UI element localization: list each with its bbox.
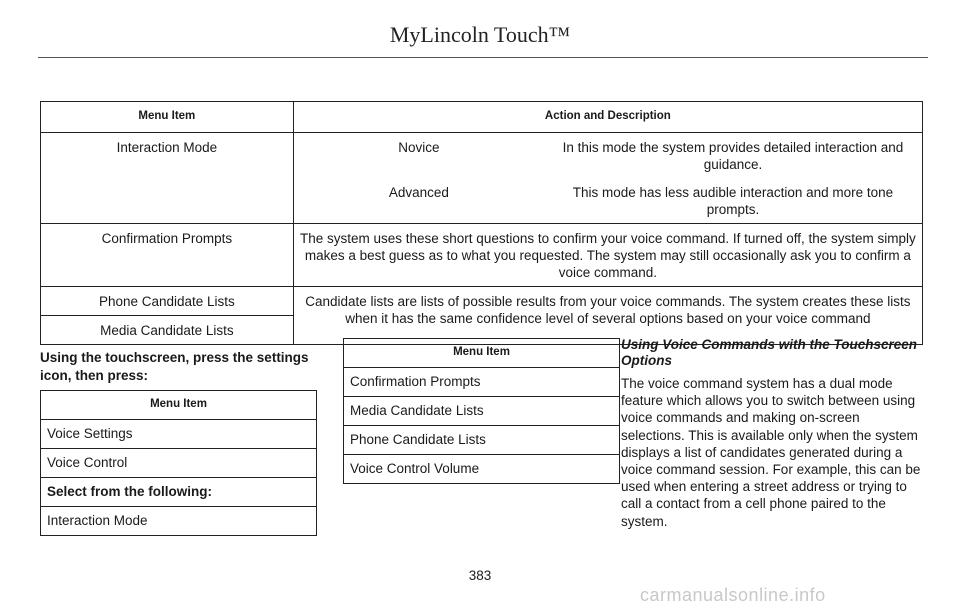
- row-label-confirmation-prompts: Confirmation Prompts: [41, 224, 294, 287]
- confirmation-prompts-description: The system uses these short questions to confirm your voice command. If turned off, the system simply makes a best guess as to what you requested. The system may still occasionally ask you to confirm a voice command.: [293, 224, 922, 287]
- settings-instruction: Using the touchscreen, press the settings icon, then press:: [40, 350, 309, 383]
- list-item: Confirmation Prompts: [344, 368, 620, 397]
- option-novice-description: In this mode the system provides detailed interaction and guidance.: [544, 133, 923, 179]
- list-item: Voice Settings: [41, 420, 317, 449]
- list-item: Select from the following:: [41, 478, 317, 507]
- row-label-interaction-mode: Interaction Mode: [41, 133, 294, 224]
- watermark: carmanualsonline.info: [640, 585, 826, 605]
- table-row: [41, 287, 923, 316]
- section-body-text: The voice command system has a dual mode feature which allows you to switch between using voice commands and making on-screen selections. This is available only when the system displays a list of candidates generated during a voice command session. For example, this can be used when entering a street address or trying to call a contact from a cell phone paired to the system.: [621, 376, 921, 529]
- column-header-action: Action and Description: [293, 102, 922, 133]
- column-header-menu-item: Menu Item: [41, 102, 294, 133]
- left-menu-table: [40, 390, 317, 536]
- list-item: Phone Candidate Lists: [344, 426, 620, 455]
- option-novice: Novice: [293, 133, 544, 179]
- list-item: Interaction Mode: [41, 507, 317, 536]
- row-label-phone-candidate-lists: Phone Candidate Lists: [41, 287, 294, 316]
- column-header-menu-item: Menu Item: [344, 339, 620, 368]
- list-item: Voice Control: [41, 449, 317, 478]
- voice-settings-description-table: [40, 101, 923, 345]
- table-header-row: [41, 102, 923, 133]
- list-item: Media Candidate Lists: [344, 397, 620, 426]
- table-row: [41, 133, 923, 179]
- middle-menu-table: [343, 338, 620, 484]
- section-heading: Using Voice Commands with the Touchscreen Options: [621, 337, 918, 368]
- page-header-title: MyLincoln Touch™: [389, 22, 571, 47]
- page-number: 383: [468, 568, 492, 583]
- candidate-lists-description: Candidate lists are lists of possible results from your voice commands. The system creates these lists when it has the same confidence level of several options based on your voice command: [293, 287, 922, 345]
- column-header-menu-item: Menu Item: [41, 391, 317, 420]
- header-divider: [38, 57, 928, 58]
- list-item: Voice Control Volume: [344, 455, 620, 484]
- row-label-media-candidate-lists: Media Candidate Lists: [41, 316, 294, 345]
- option-advanced: Advanced: [293, 178, 544, 224]
- table-row: [41, 224, 923, 287]
- option-advanced-description: This mode has less audible interaction and more tone prompts.: [544, 178, 923, 224]
